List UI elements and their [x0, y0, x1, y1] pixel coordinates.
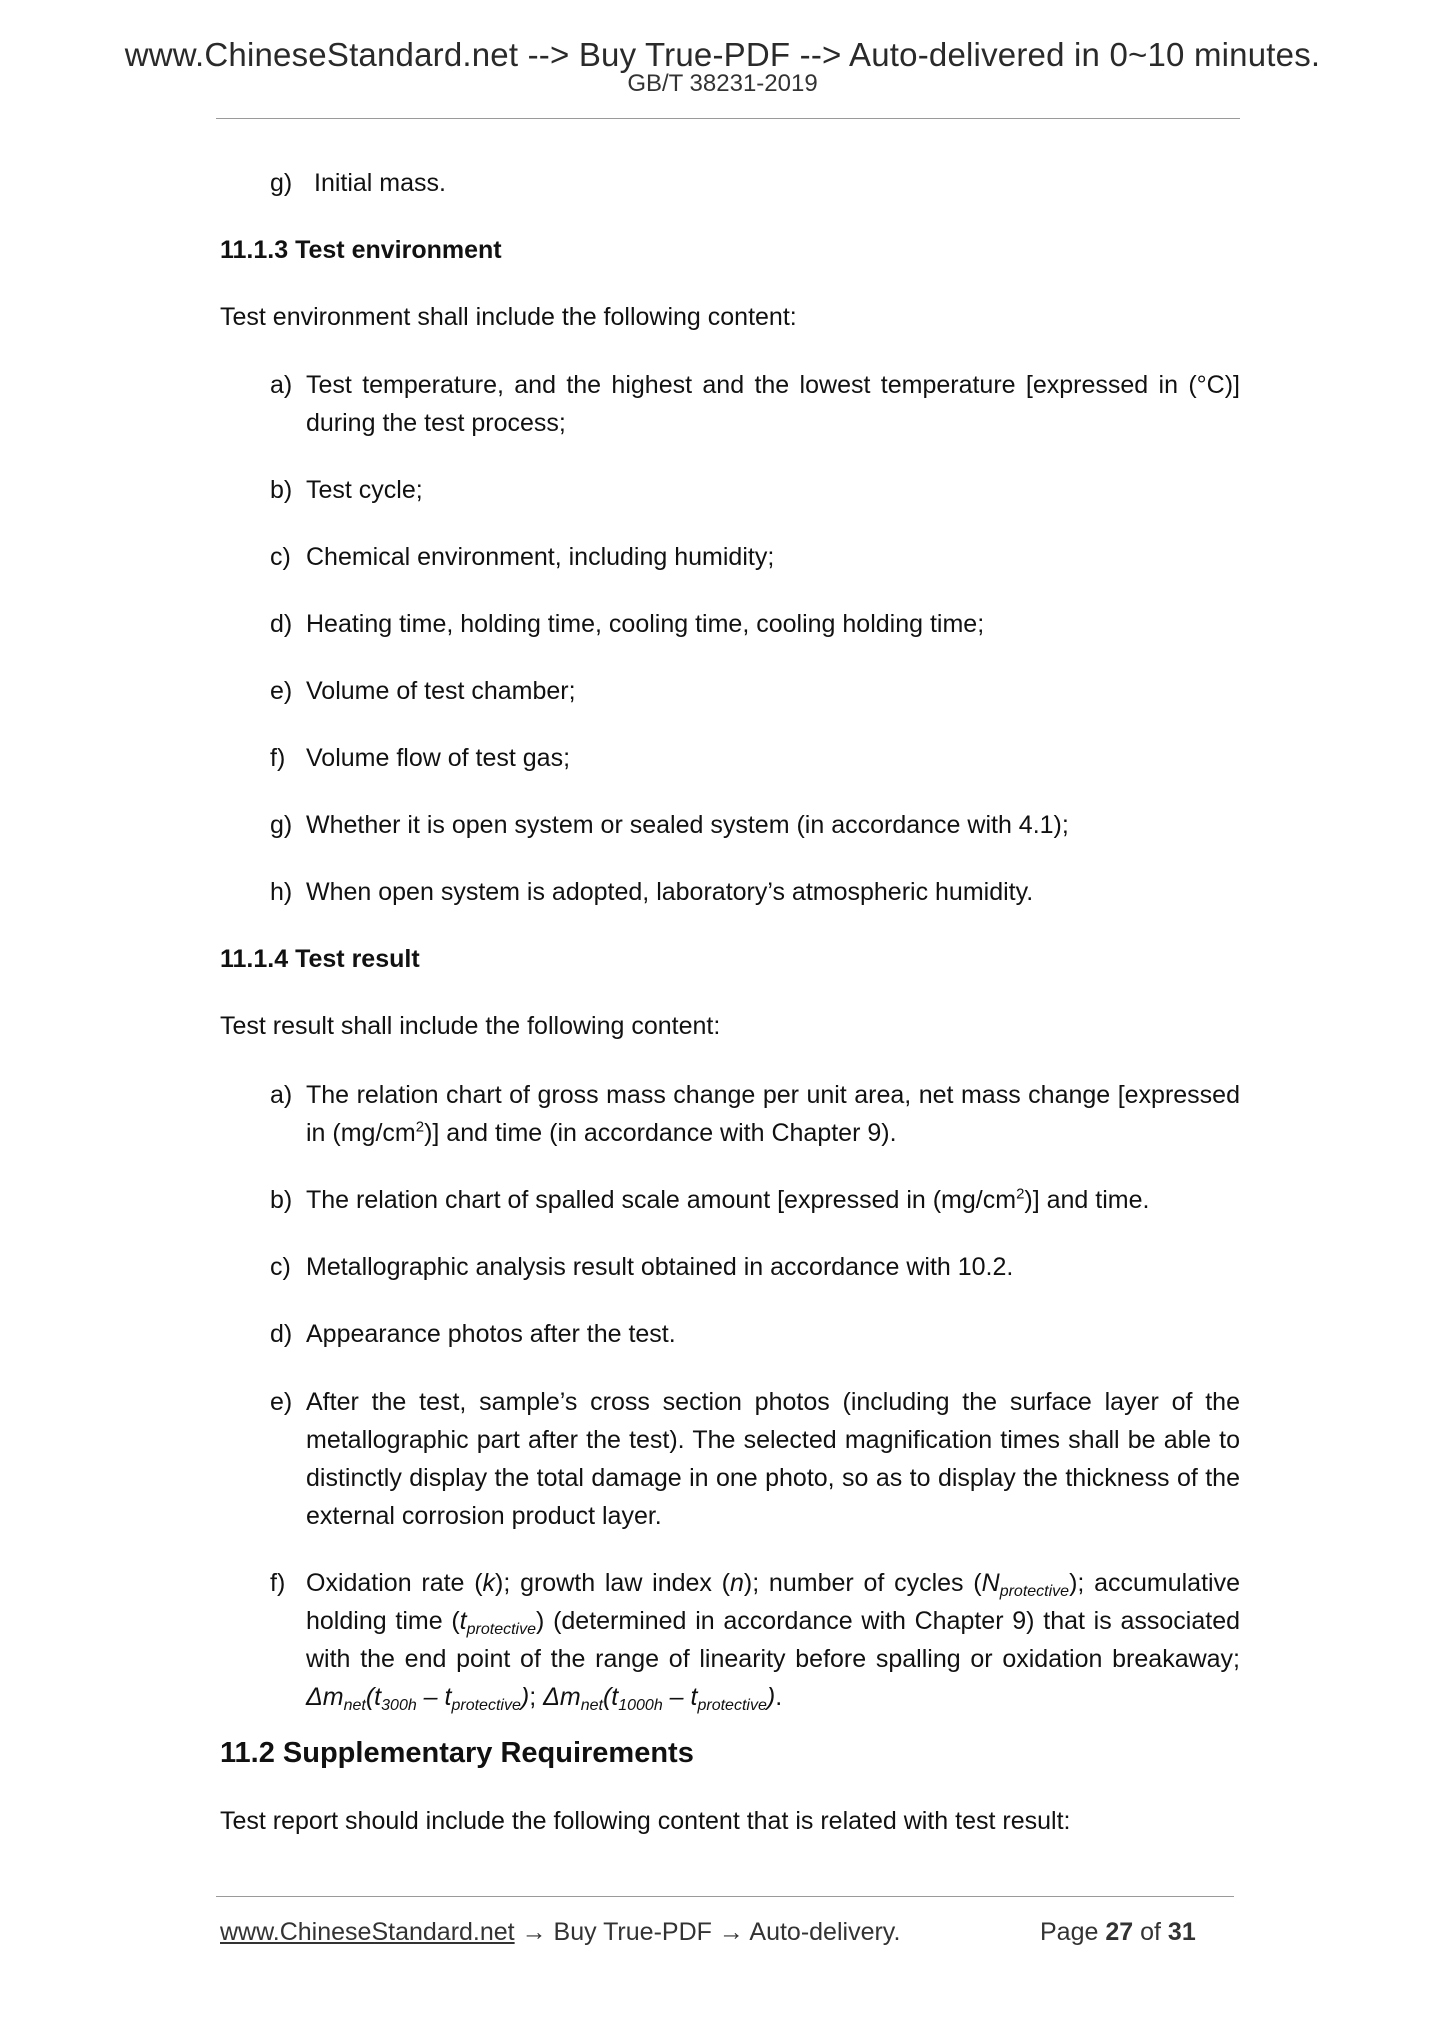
- site-banner: www.ChineseStandard.net --> Buy True-PDF --> Auto-delivered in 0~10 minutes.: [124, 36, 1321, 73]
- footer-divider: [216, 1896, 1234, 1897]
- list-text: The relation chart of spalled scale amount [expressed in $(mg/cm^2)$] and time.: [306, 1185, 1150, 1214]
- list-item-g-initial-mass: [270, 164, 1240, 202]
- list-label: c): [270, 543, 291, 571]
- list-item-b: [270, 471, 1240, 509]
- list-text: When open system is adopted, laboratory’s atmospheric humidity.: [306, 878, 1034, 906]
- list-label: f): [270, 1569, 286, 1597]
- page-number: 27: [1105, 1918, 1134, 1946]
- list-label: b): [270, 476, 293, 504]
- footer-left: [220, 1920, 900, 1945]
- list-text: Heating time, holding time, cooling time, cooling holding time;: [306, 610, 985, 638]
- list-label: c): [270, 1253, 291, 1281]
- section-intro-11-1-4: Test result shall include the following content:: [220, 1012, 721, 1040]
- list-item-e: [270, 672, 1240, 710]
- of-word: of: [1140, 1918, 1161, 1946]
- list-label: g): [270, 169, 293, 197]
- list-label: e): [270, 677, 293, 705]
- list-item-c: [270, 538, 1240, 576]
- list-text: Test cycle;: [306, 476, 423, 504]
- total-pages: 31: [1167, 1918, 1196, 1946]
- list-text: Initial mass.: [314, 169, 446, 197]
- section-heading-11-2: 11.2 Supplementary Requirements: [220, 1737, 694, 1769]
- standard-code: GB/T 38231-2019: [627, 70, 818, 97]
- list-label: e): [270, 1388, 293, 1416]
- list-text: Chemical environment, including humidity;: [306, 543, 775, 571]
- section-intro-11-1-3: Test environment shall include the following content:: [220, 303, 797, 331]
- list-label: h): [270, 878, 293, 906]
- list-label: d): [270, 1320, 293, 1348]
- header-divider: [216, 118, 1240, 119]
- page-word: Page: [1040, 1918, 1099, 1946]
- section-heading-11-1-4: 11.1.4 Test result: [220, 945, 420, 973]
- list-text: Appearance photos after the test.: [306, 1320, 676, 1348]
- list-text: Test temperature, and the highest and the lowest temperature [expressed in (°C)] during the test process;: [306, 371, 1240, 437]
- list-item-e: [270, 1383, 1240, 1535]
- list-text: Volume of test chamber;: [306, 677, 576, 705]
- list-label: b): [270, 1186, 293, 1214]
- footer-suffix: → Buy True-PDF → Auto-delivery.: [514, 1918, 901, 1946]
- list-text: The relation chart of gross mass change per unit area, net mass change [expressed in $(mg/cm^2)$] and time (in accordance with Chapter 9).: [306, 1081, 1240, 1147]
- list-item-a: [270, 1076, 1240, 1152]
- list-item-f: [270, 739, 1240, 777]
- list-text: Whether it is open system or sealed system (in accordance with 4.1);: [306, 811, 1069, 839]
- list-text: After the test, sample’s cross section photos (including the surface layer of the metallographic part after the test). The selected magnification times shall be able to distinctly display the total damage in one photo, so as to display the thickness of the external corrosion product layer.: [306, 1388, 1240, 1530]
- list-item-f: [270, 1564, 1240, 1716]
- list-label: a): [270, 371, 293, 399]
- list-label: g): [270, 811, 293, 839]
- page-indicator: [1040, 1920, 1196, 1945]
- list-item-b: [270, 1181, 1240, 1219]
- list-item-d: [270, 605, 1240, 643]
- section-heading-11-1-3: 11.1.3 Test environment: [220, 236, 502, 264]
- section-intro-11-2: Test report should include the following content that is related with test result:: [220, 1807, 1071, 1835]
- list-item-h: [270, 873, 1240, 911]
- list-item-a: [270, 366, 1240, 442]
- list-item-g: [270, 806, 1240, 844]
- list-item-d: [270, 1315, 1240, 1353]
- list-text: Metallographic analysis result obtained in accordance with 10.2.: [306, 1253, 1014, 1281]
- list-item-c: [270, 1248, 1240, 1286]
- list-label: a): [270, 1081, 293, 1109]
- footer-site-link[interactable]: www.ChineseStandard.net: [220, 1918, 515, 1946]
- list-text: Volume flow of test gas;: [306, 744, 571, 772]
- list-text: Oxidation rate (k); growth law index (n); number of cycles $(N_{protective})$; accumulative holding time $(t_{protective})$ (determined in accordance with Chapter 9) that is associated with the end point of the range of linearity before spalling or oxidation breakaway; $\Delta m_{net}(t_{300h} - t_{protective})$; $\Delta m_{net}(t_{1000h} - t_{protective})$.: [306, 1569, 1241, 1714]
- list-label: d): [270, 610, 293, 638]
- list-label: f): [270, 744, 286, 772]
